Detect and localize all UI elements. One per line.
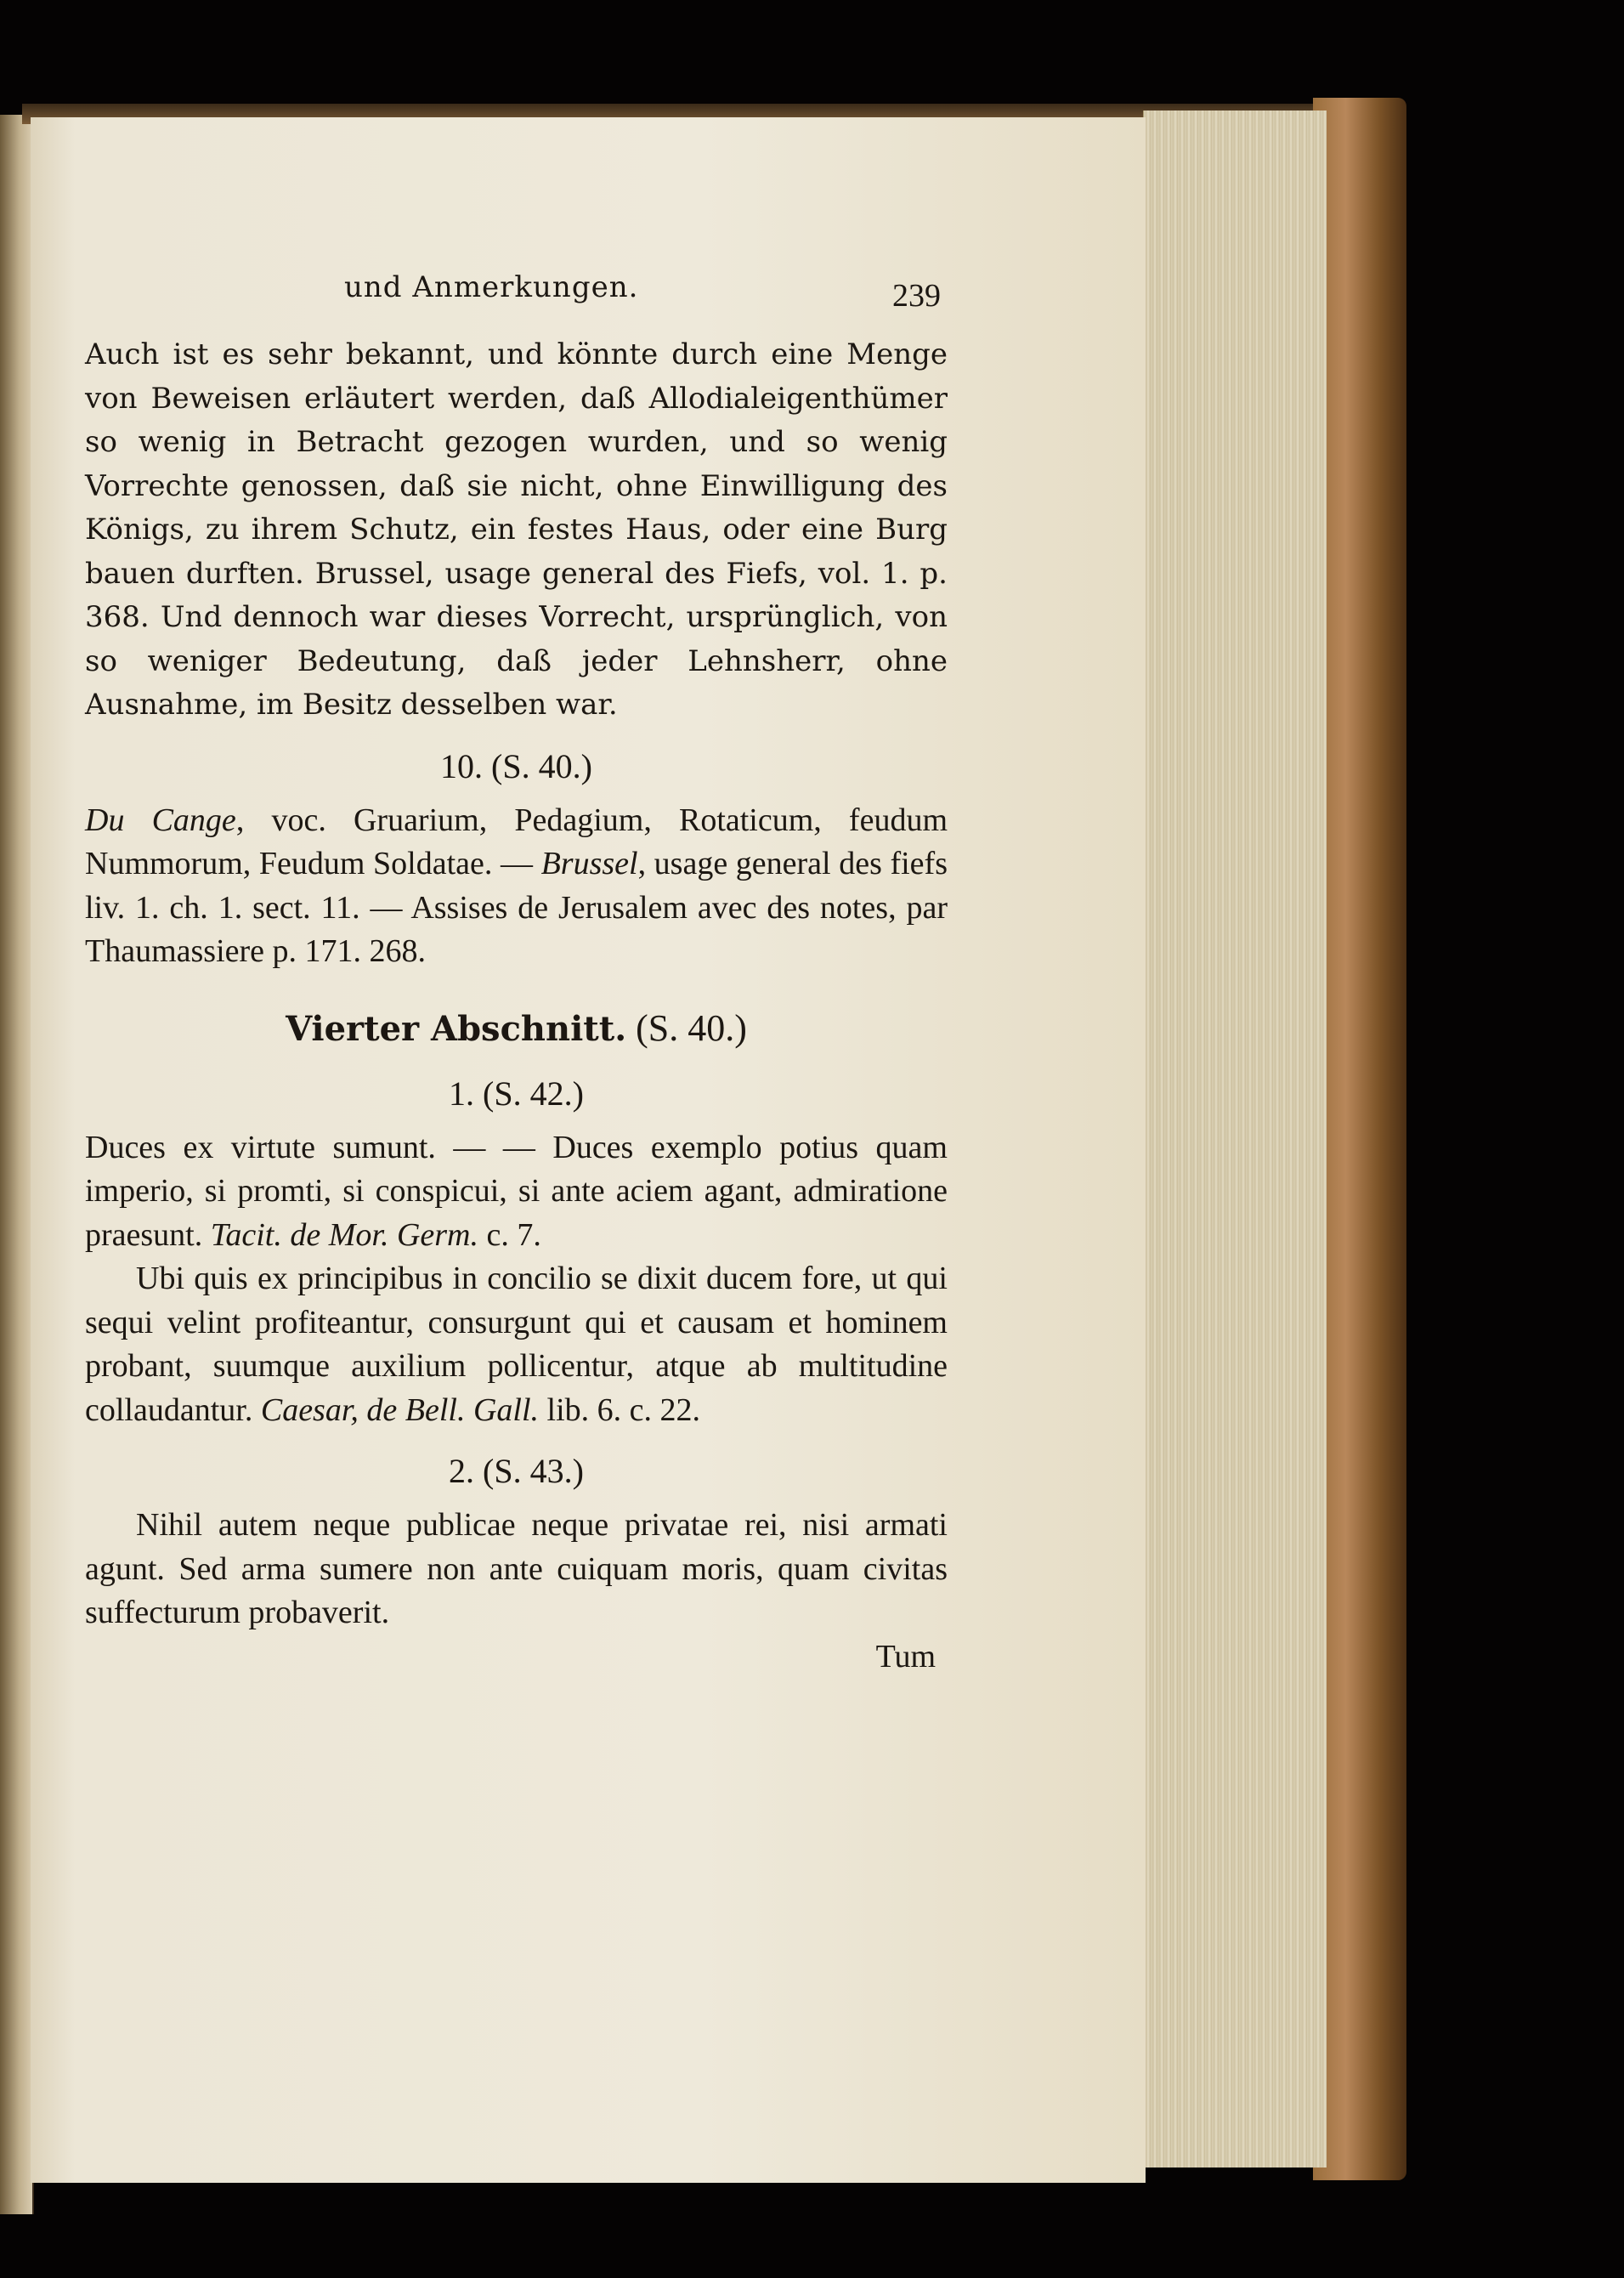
section-ref: (S. 40.) — [636, 1006, 747, 1049]
note-1-heading: 1. (S. 42.) — [449, 1074, 584, 1113]
note-1-citation-tail: c. 7. — [478, 1216, 541, 1253]
book-page — [31, 117, 1146, 2183]
note-1b-citation: Caesar, de Bell. Gall. — [260, 1391, 540, 1428]
note-1-body: Duces ex virtute sumunt. — — Duces exemplo potius quam imperio, si promti, si conspicui, si ante aciem agant, admiratione praesunt. — [85, 1129, 948, 1253]
running-head — [85, 270, 948, 333]
page-number: 239 — [892, 278, 941, 314]
page-stack-edge — [1143, 110, 1327, 2168]
note-10-author-2: Brussel — [540, 846, 638, 881]
paragraph-allodial: Auch ist es sehr bekannt, und könnte durch eine Menge von Beweisen erläutert werden, daß Allodialeigenthümer so wenig in Betracht gezogen wurden, und so wenig Vorrechte genossen, daß sie nicht, ohne Einwilligung des Königs, zu ihrem Schutz, ein festes Haus, oder eine Burg bauen durften. Brussel, usage general des Fiefs, vol. 1. p. 368. Und dennoch war dieses Vorrecht, ursprünglich, von so weniger Bedeutung, daß jeder Lehnsherr, ohne Ausnahme, im Besitz desselben war. — [85, 337, 948, 722]
catchword: Tum — [875, 1638, 936, 1674]
note-10-heading: 10. (S. 40.) — [440, 746, 592, 785]
note-1b-body: Ubi quis ex principibus in concilio se dixit ducem fore, ut qui sequi velint profiteantur, consurgunt qui et causam et hominem probant, suumque auxilium pollicentur, atque ab multitudine collaudantur. — [85, 1261, 948, 1428]
book-cover-edge — [1313, 98, 1406, 2180]
note-2-heading: 2. (S. 43.) — [449, 1452, 584, 1490]
section-title: Vierter Abschnitt. — [286, 1008, 627, 1049]
note-10-author: Du Cange — [85, 802, 236, 838]
running-title: und Anmerkungen. — [344, 270, 639, 304]
note-1-text — [85, 1126, 948, 1258]
note-10-body-2: , usage general des fiefs liv. 1. ch. 1. sect. 11. — Assises de Jerusalem avec des notes, par Thaumassiere p. 171. 268. — [85, 846, 948, 969]
section-heading — [85, 1003, 948, 1055]
facing-page-edge — [0, 115, 34, 2214]
note-1b-citation-tail: lib. 6. c. 22. — [539, 1391, 701, 1428]
text-block — [85, 270, 948, 1678]
note-1-citation: Tacit. de Mor. Germ. — [210, 1216, 478, 1253]
note-10-text — [85, 799, 948, 974]
note-10-body-1: , voc. Gruarium, Pedagium, Rotaticum, feudum Nummorum, Feudum Soldatae. — — [85, 802, 948, 881]
note-2-text: Nihil autem neque publicae neque privatae rei, nisi armati agunt. Sed arma sumere non ante cuiquam moris, quam civitas suffecturum probaverit. — [85, 1507, 948, 1630]
note-1b-text — [85, 1257, 948, 1432]
